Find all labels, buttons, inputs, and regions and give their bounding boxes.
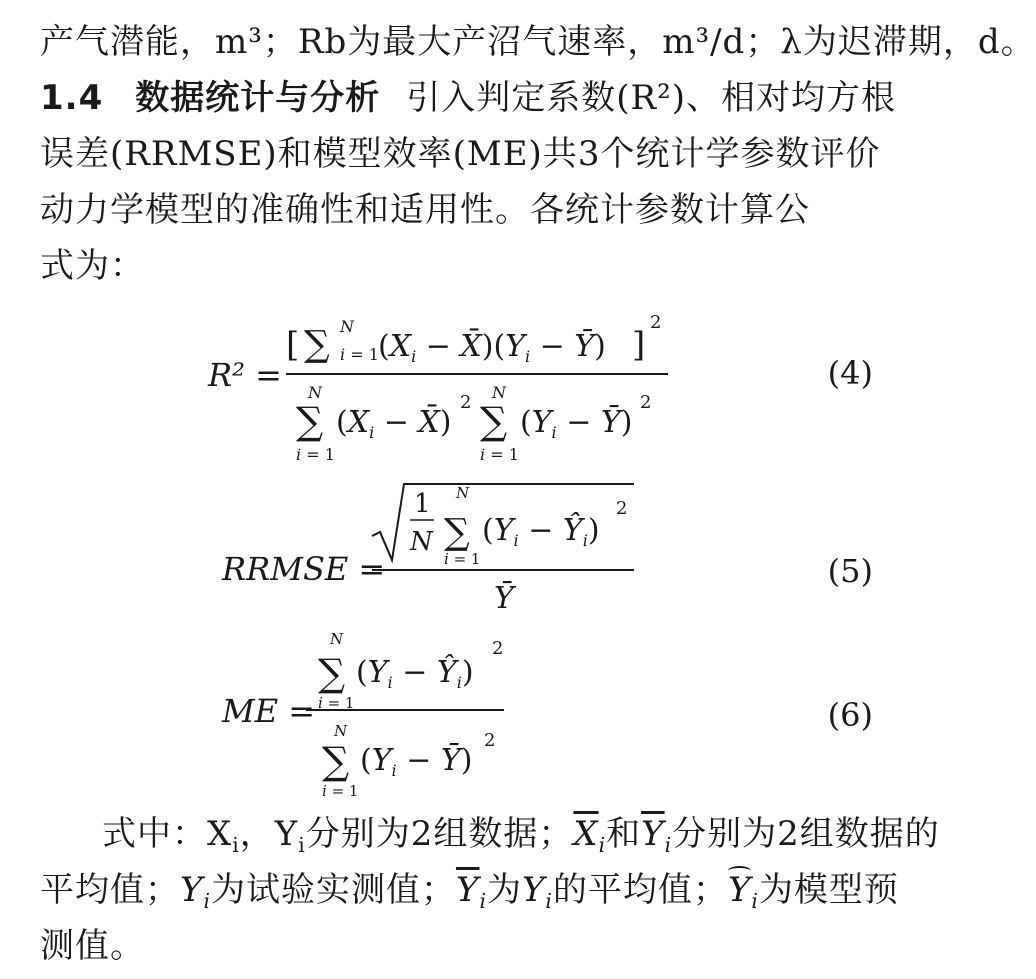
r-squared-formula	[0, 304, 905, 472]
eq4-numerator-close: ]	[632, 325, 646, 365]
me-formula	[0, 626, 905, 798]
eq4-den-sum2: ∑	[480, 399, 508, 443]
section-number: 1.4	[40, 78, 104, 118]
subscript: i	[232, 833, 240, 858]
eq6-num-sum-upper: N	[330, 630, 344, 648]
equation-me	[0, 626, 905, 798]
math-var-y: Y	[521, 870, 546, 910]
subscript: i	[751, 889, 759, 914]
eq4-numerator-power: 2	[650, 312, 662, 333]
eq4-sum-symbol: ∑	[304, 324, 330, 365]
paragraph-text: 的平均值；	[552, 870, 728, 910]
eq5-denominator: Ȳ	[494, 581, 514, 616]
paragraph-text: 为	[486, 870, 522, 910]
paragraph-line-3	[40, 134, 881, 174]
eq6-den-power: 2	[484, 730, 496, 751]
paragraph-line-7	[40, 870, 899, 914]
subscript: i	[298, 833, 306, 858]
eq6-den-sum-lower: i = 1	[322, 782, 359, 800]
math-var-y: Y	[180, 870, 204, 910]
eq6-den-sum: ∑	[322, 739, 350, 783]
paragraph-text: 引入判定系数(R²)、相对均方根	[406, 78, 896, 118]
eq4-lhs: R² =	[208, 356, 282, 394]
eq4-den-term2: ($Y_i$ − Ȳ)	[520, 405, 633, 442]
paragraph-text: 分别为2组数据的	[672, 814, 940, 854]
eq4-numerator-terms: ($X_i$ − $X̄)(Y_i$ − Ȳ)	[378, 329, 606, 366]
eq5-one: 1	[414, 489, 431, 519]
paragraph-line-5	[40, 246, 881, 286]
paragraph-text: 为试验实测值；	[210, 870, 456, 910]
section-title: 数据统计与分析	[135, 78, 381, 118]
equation-number-6: (6)	[827, 696, 873, 734]
paragraph-text: 式中：X	[102, 814, 233, 854]
math-var-ybar: $\overline{Y}$	[455, 870, 480, 910]
eq5-sum-lower: i = 1	[444, 550, 481, 568]
paragraph-text: 为模型预	[758, 870, 899, 910]
paragraph-line-4	[40, 190, 881, 230]
subscript: i	[664, 833, 673, 858]
eq5-N: N	[410, 527, 433, 557]
eq6-num-power: 2	[492, 638, 504, 659]
math-var-yhat: Y	[727, 870, 752, 910]
eq4-den-sum1: ∑	[296, 399, 324, 443]
eq4-den-term1: ($X_i$ − X̄)	[336, 405, 452, 442]
paragraph-text: 产气潜能，m³；Rb为最大产沼气速率，m³/d；λ为迟滞期，d。	[40, 22, 1036, 62]
subscript: i	[203, 889, 211, 914]
eq5-term: ($Y_i$ − $Ŷ_i$)	[482, 513, 600, 550]
eq6-num-sum: ∑	[318, 651, 346, 695]
eq5-term-power: 2	[616, 498, 628, 519]
paragraph-line-1	[40, 22, 1036, 62]
eq5-lhs: RRMSE =	[222, 550, 386, 588]
eq6-num-sum-lower: i = 1	[318, 694, 355, 712]
paragraph-text: 平均值；	[40, 870, 180, 910]
equation-number-5: (5)	[827, 552, 873, 590]
rrmse-formula	[0, 478, 905, 618]
paragraph-text: 式为：	[40, 246, 145, 286]
equation-number-4: (4)	[827, 354, 873, 392]
equation-rrmse	[0, 478, 905, 618]
paragraph-text: ，Y	[239, 814, 299, 854]
eq4-den-term1-power: 2	[460, 392, 472, 413]
eq4-den-sum2-lower: i = 1	[480, 445, 519, 464]
eq5-sum-upper: N	[456, 484, 470, 502]
eq4-den-term2-power: 2	[640, 392, 652, 413]
eq4-den-sum1-lower: i = 1	[296, 445, 335, 464]
paragraph-line-6	[102, 814, 940, 858]
eq4-numerator: [	[286, 325, 300, 365]
paragraph-text: 动力学模型的准确性和适用性。各统计参数计算公	[40, 190, 810, 230]
math-var-ybar: $\overline{Y}$	[641, 814, 665, 854]
eq4-sum-lower: i = 1	[340, 345, 379, 364]
eq4-sum-upper: N	[340, 317, 354, 336]
eq5-sum: ∑	[444, 512, 470, 553]
subscript: i	[598, 833, 607, 858]
eq6-den-term: ($Y_i$ − Ȳ)	[360, 743, 473, 780]
eq6-lhs: ME =	[222, 692, 316, 730]
paragraph-line-8	[40, 926, 881, 966]
eq6-den-sum-upper: N	[334, 722, 348, 740]
subscript: i	[479, 889, 487, 914]
math-var-xbar: $\overline{X}$	[573, 814, 599, 854]
equation-r-squared	[0, 304, 905, 472]
eq4-den-sum1-upper: N	[308, 383, 322, 402]
subscript: i	[545, 889, 553, 914]
paragraph-line-2	[40, 78, 896, 118]
paragraph-text: 测值。	[40, 926, 145, 966]
eq6-num-term: ($Y_i$ − $Ŷ_i$)	[356, 655, 474, 692]
paragraph-text: 和	[606, 814, 642, 854]
paragraph-text: 误差(RRMSE)和模型效率(ME)共3个统计学参数评价	[40, 134, 881, 174]
paragraph-text: 分别为2组数据；	[305, 814, 574, 854]
eq4-den-sum2-upper: N	[492, 383, 506, 402]
